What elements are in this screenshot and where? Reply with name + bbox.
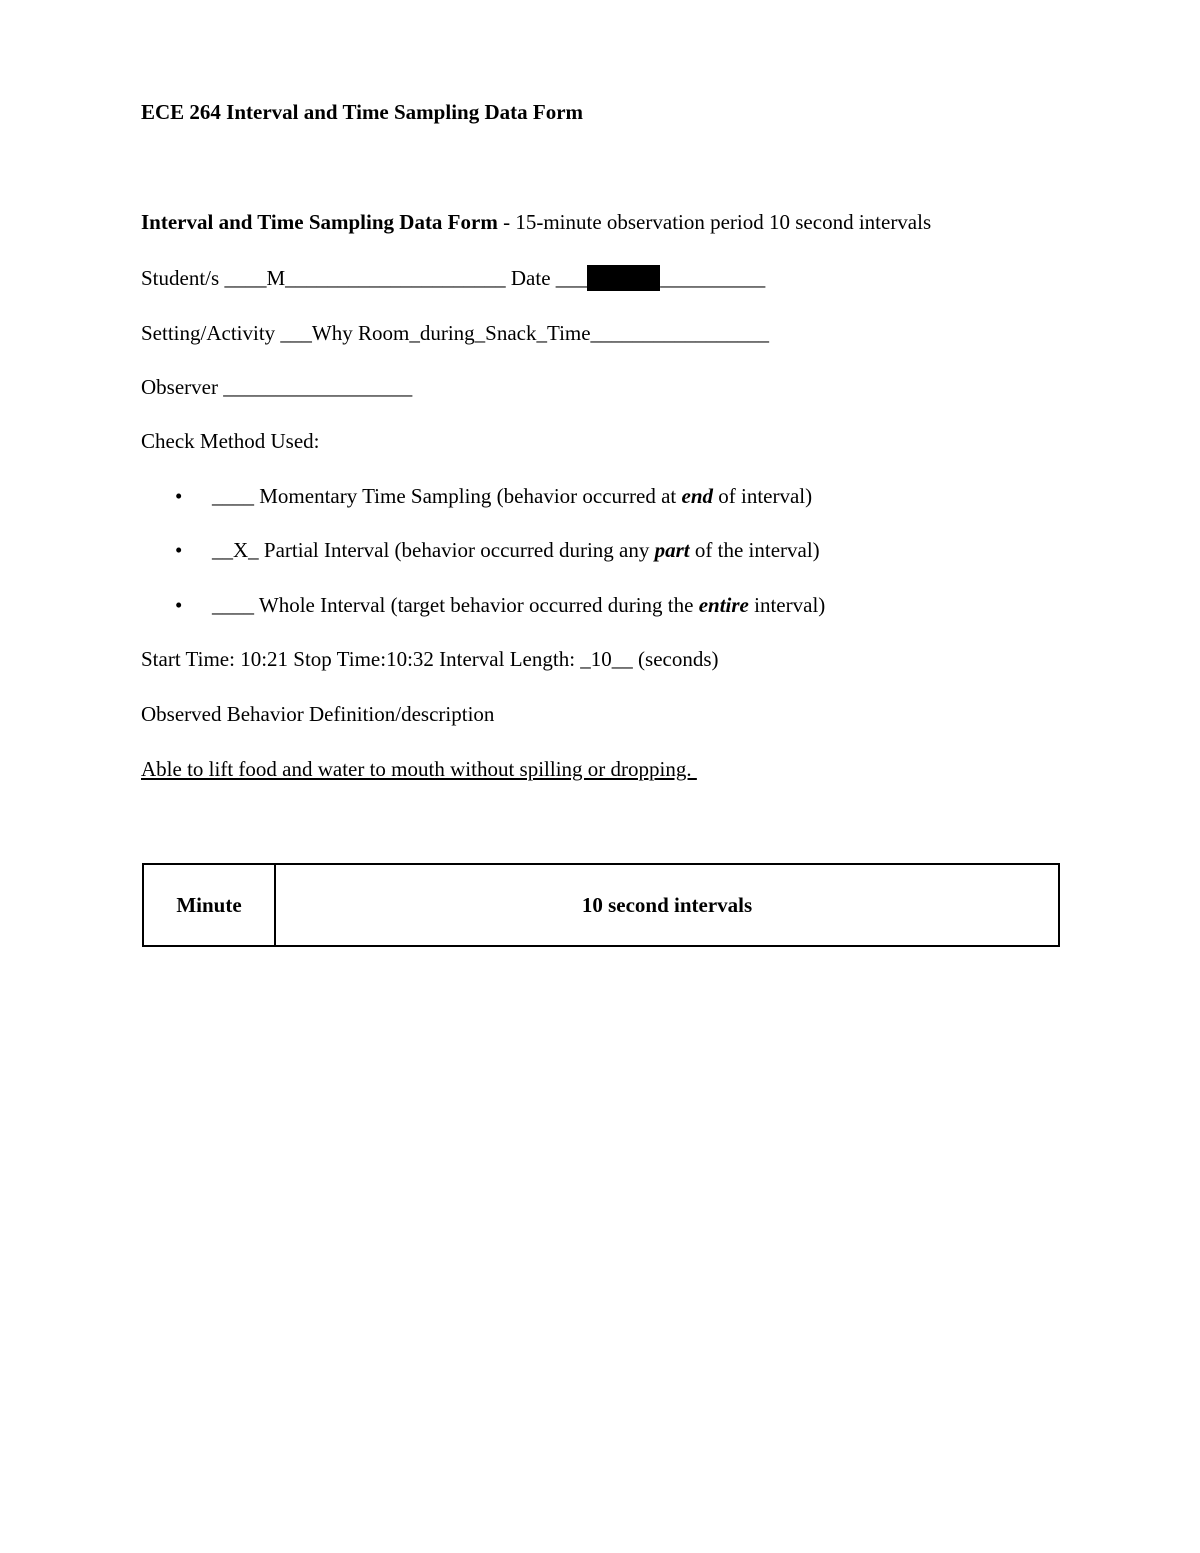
- observer-value[interactable]: __________________: [223, 375, 413, 399]
- method-mark[interactable]: ____: [212, 484, 254, 508]
- method-text-end: of interval): [713, 484, 813, 508]
- form-subtitle: [141, 209, 931, 235]
- behavior-description: Able to lift food and water to mouth without spilling or dropping.: [141, 757, 697, 781]
- subtitle-rest: - 15-minute observation period 10 second intervals: [497, 210, 932, 234]
- setting-label: Setting/Activity: [141, 321, 281, 345]
- bullet-icon: •: [175, 593, 183, 617]
- interval-table: [142, 863, 1060, 947]
- method-emphasis: end: [681, 484, 713, 508]
- behavior-label: Observed Behavior Definition/description: [141, 702, 495, 726]
- method-mark[interactable]: ____: [212, 593, 254, 617]
- setting-value[interactable]: ___Why Room_during_Snack_Time_________________: [280, 321, 770, 345]
- header-intervals: 10 second intervals: [275, 864, 1059, 946]
- method-mark[interactable]: __X_: [212, 538, 259, 562]
- check-method-label: Check Method Used:: [141, 429, 320, 453]
- method-text-end: of the interval): [689, 538, 820, 562]
- method-text: Partial Interval (behavior occurred during any: [258, 538, 655, 562]
- times-row: Start Time: 10:21 Stop Time:10:32 Interval Length: _10__ (seconds): [141, 647, 719, 671]
- setting-row: [141, 320, 769, 346]
- observer-row: [141, 374, 412, 400]
- date-blank-pre: ___: [555, 266, 588, 290]
- page-title: ECE 264 Interval and Time Sampling Data Form: [141, 100, 584, 124]
- header-minute: Minute: [143, 864, 275, 946]
- observer-label: Observer: [141, 375, 224, 399]
- student-value[interactable]: ____M_____________________: [224, 266, 506, 290]
- method-text: Momentary Time Sampling (behavior occurred at: [254, 484, 682, 508]
- method-text: Whole Interval (target behavior occurred during the: [254, 593, 699, 617]
- bullet-icon: •: [175, 538, 183, 562]
- date-label: Date: [505, 266, 556, 290]
- bullet-icon: •: [175, 484, 183, 508]
- table-header-row: [143, 864, 1059, 946]
- student-label: Student/s: [141, 266, 225, 290]
- method-emphasis: entire: [698, 593, 749, 617]
- date-blank-post: __________: [660, 266, 766, 290]
- redacted-date: [587, 265, 660, 291]
- method-text-end: interval): [748, 593, 826, 617]
- method-emphasis: part: [654, 538, 690, 562]
- subtitle-bold: Interval and Time Sampling Data Form: [141, 210, 498, 234]
- student-row: [141, 265, 765, 291]
